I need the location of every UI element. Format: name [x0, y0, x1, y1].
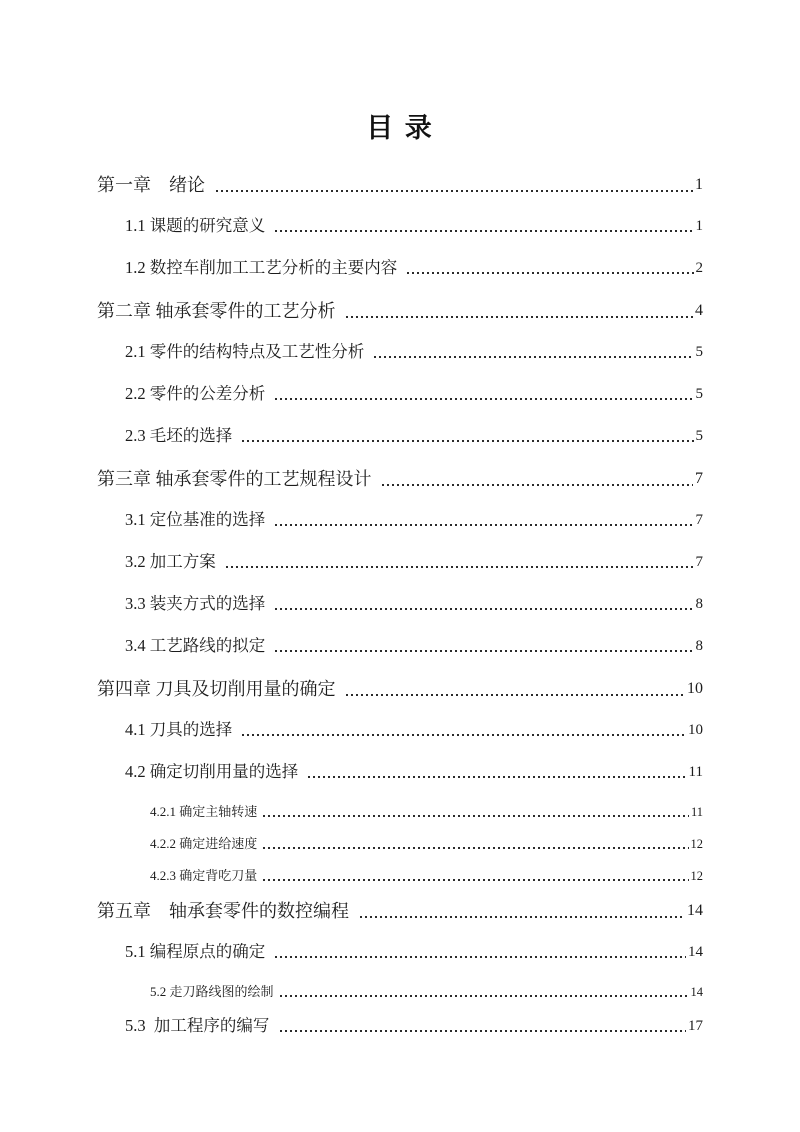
toc-entry — [125, 216, 703, 236]
dot-leader — [308, 776, 686, 778]
toc-entry-label: 2.1 零件的结构特点及工艺性分析 — [125, 342, 369, 361]
dot-leader — [275, 398, 693, 400]
dot-leader — [280, 1030, 687, 1032]
toc-entry-label: 5.1 编程原点的确定 — [125, 942, 270, 961]
toc-entry — [125, 384, 703, 404]
dot-leader — [346, 694, 685, 696]
toc-entry — [125, 258, 703, 278]
toc-entry — [125, 510, 703, 530]
toc-entry-page-number: 2 — [695, 260, 703, 276]
toc-entry-label: 5.2 走刀路线图的绘制 — [150, 984, 274, 999]
toc-entry — [125, 342, 703, 362]
toc-entry-label: 2.3 毛坯的选择 — [125, 426, 237, 445]
toc-entry-label: 第一章 绪论 — [97, 175, 210, 195]
dot-leader — [216, 190, 694, 192]
toc-entry-label: 第四章 刀具及切削用量的确定 — [97, 679, 340, 699]
toc-entry — [125, 720, 703, 740]
toc-entry — [125, 552, 703, 572]
toc-entry-page-number: 4 — [695, 302, 703, 319]
toc-list — [97, 174, 703, 1036]
toc-entry-page-number: 12 — [690, 869, 703, 883]
dot-leader — [242, 440, 693, 442]
dot-leader — [407, 272, 693, 274]
toc-entry-label: 第三章 轴承套零件的工艺规程设计 — [97, 469, 376, 489]
toc-entry — [125, 1016, 703, 1036]
toc-entry-label: 第二章 轴承套零件的工艺分析 — [97, 301, 340, 321]
toc-entry-label: 4.1 刀具的选择 — [125, 720, 237, 739]
toc-entry-label: 5.3 加工程序的编写 — [125, 1016, 274, 1035]
toc-entry — [150, 804, 703, 820]
toc-entry-page-number: 7 — [695, 470, 703, 487]
toc-entry-label: 4.2 确定切削用量的选择 — [125, 762, 303, 781]
dot-leader — [263, 879, 688, 881]
toc-entry-page-number: 7 — [695, 512, 703, 528]
dot-leader — [275, 650, 693, 652]
toc-entry-page-number: 8 — [695, 596, 703, 612]
dot-leader — [263, 847, 688, 849]
dot-leader — [242, 734, 686, 736]
dot-leader — [275, 524, 693, 526]
dot-leader — [275, 608, 693, 610]
toc-entry-page-number: 8 — [695, 638, 703, 654]
dot-leader — [346, 316, 693, 318]
toc-entry-page-number: 11 — [688, 764, 703, 780]
toc-title: 目 录 — [366, 113, 434, 143]
toc-entry-page-number: 10 — [688, 722, 703, 738]
toc-entry-label: 3.3 装夹方式的选择 — [125, 594, 270, 613]
toc-entry-page-number: 14 — [687, 902, 703, 919]
toc-entry-page-number: 14 — [688, 944, 703, 960]
toc-entry-page-number: 1 — [695, 176, 703, 193]
toc-entry-label: 4.2.3 确定背吃刀量 — [150, 868, 258, 883]
toc-entry-page-number: 14 — [690, 985, 703, 999]
dot-leader — [275, 230, 693, 232]
toc-entry-label: 4.2.2 确定进给速度 — [150, 836, 258, 851]
toc-entry-label: 3.2 加工方案 — [125, 552, 220, 571]
toc-entry-label: 1.2 数控车削加工工艺分析的主要内容 — [125, 258, 402, 277]
toc-entry-page-number: 5 — [695, 386, 703, 402]
dot-leader — [360, 916, 686, 918]
toc-entry-label: 4.2.1 确定主轴转速 — [150, 804, 258, 819]
dot-leader — [382, 484, 693, 486]
toc-entry-page-number: 10 — [687, 680, 703, 697]
toc-entry — [125, 594, 703, 614]
toc-entry — [125, 636, 703, 656]
toc-entry-page-number: 17 — [688, 1018, 703, 1034]
toc-entry — [97, 174, 703, 196]
toc-entry-label: 2.2 零件的公差分析 — [125, 384, 270, 403]
toc-entry — [97, 678, 703, 700]
toc-entry-page-number: 1 — [695, 218, 703, 234]
toc-entry-label: 3.1 定位基准的选择 — [125, 510, 270, 529]
toc-entry — [150, 868, 703, 884]
dot-leader — [263, 815, 689, 817]
dot-leader — [280, 995, 689, 997]
toc-entry — [97, 468, 703, 490]
toc-entry-label: 3.4 工艺路线的拟定 — [125, 636, 270, 655]
toc-entry-page-number: 7 — [695, 554, 703, 570]
toc-entry-page-number: 11 — [690, 805, 703, 819]
dot-leader — [226, 566, 694, 568]
toc-entry-page-number: 5 — [695, 344, 703, 360]
toc-entry-label: 第五章 轴承套零件的数控编程 — [97, 901, 354, 921]
toc-entry — [125, 942, 703, 962]
toc-entry-page-number: 12 — [690, 837, 703, 851]
toc-entry — [125, 426, 703, 446]
toc-entry — [150, 836, 703, 852]
dot-leader — [275, 956, 686, 958]
toc-entry — [97, 300, 703, 322]
toc-entry-page-number: 5 — [695, 428, 703, 444]
toc-entry — [150, 984, 703, 1000]
toc-entry — [125, 762, 703, 782]
toc-entry-label: 1.1 课题的研究意义 — [125, 216, 270, 235]
dot-leader — [374, 356, 693, 358]
toc-entry — [97, 900, 703, 922]
